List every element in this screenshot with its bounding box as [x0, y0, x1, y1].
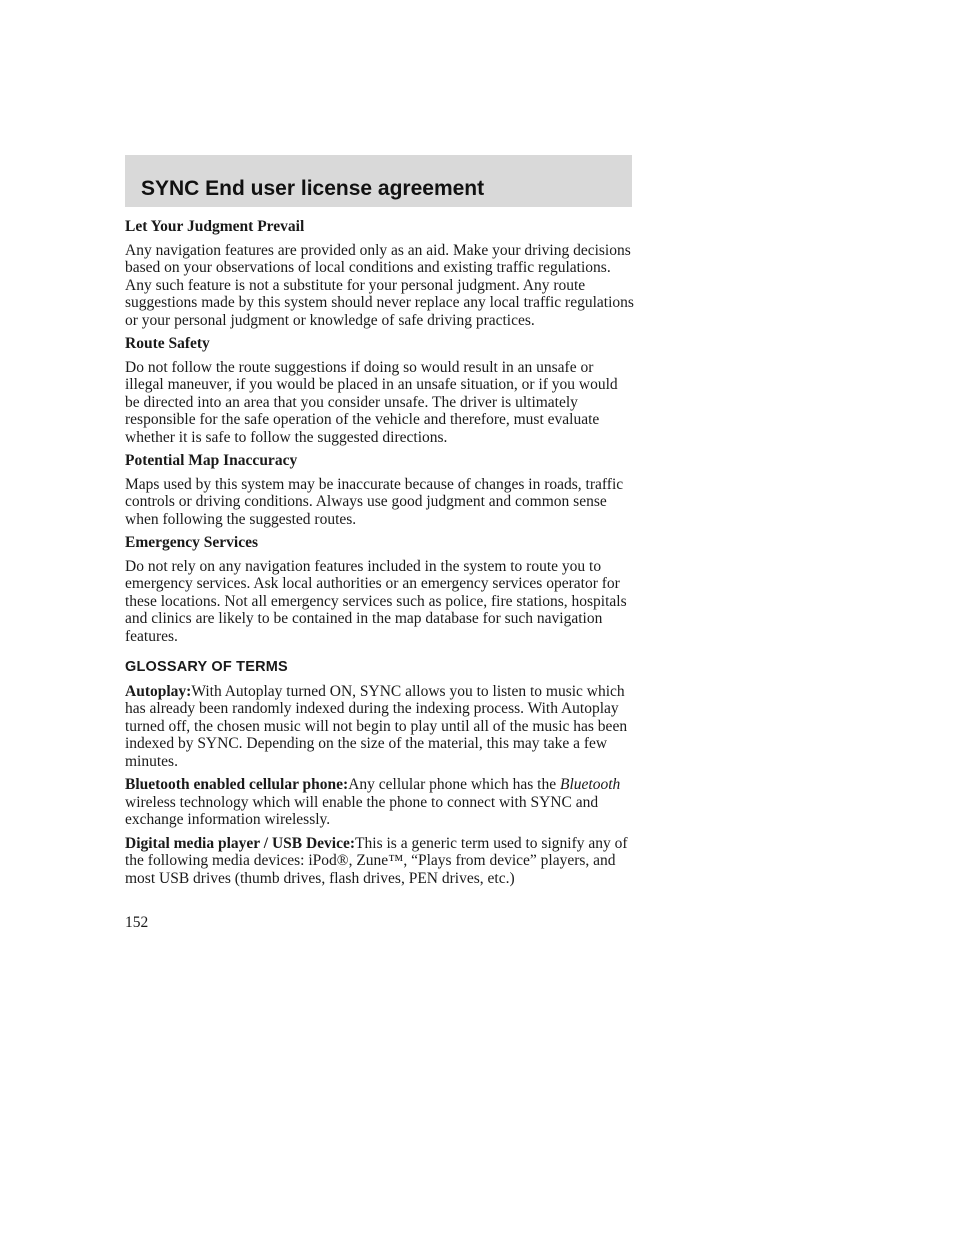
heading-map-inaccuracy: Potential Map Inaccuracy: [125, 452, 298, 469]
page-number: 152: [125, 914, 149, 931]
paragraph-judgment: Any navigation features are provided only as an aid. Make your driving decisions based on your observations of local conditions and existing traffic regulations. Any such feature is not a substitute for your personal judgment. Any route suggestions made by this system should never replace any local traffic regulations or your personal judgment or knowledge of safe driving practices.: [125, 241, 634, 329]
section-header-band: [125, 155, 632, 207]
heading-judgment: Let Your Judgment Prevail: [125, 218, 305, 235]
heading-route-safety: Route Safety: [125, 335, 210, 352]
document-body: [125, 218, 635, 893]
glossary-definition-bluetooth-end: wireless technology which will enable the phone to connect with SYNC and exchange information wirelessly.: [125, 793, 599, 828]
paragraph-map-inaccuracy: Maps used by this system may be inaccurate because of changes in roads, traffic controls or driving conditions. Always use good judgment and common sense when following the suggested routes.: [125, 475, 624, 528]
glossary-definition-bluetooth-start: Any cellular phone which has the: [348, 776, 557, 793]
glossary-term-bluetooth: Bluetooth enabled cellular phone:: [125, 776, 349, 793]
glossary-heading: GLOSSARY OF TERMS: [125, 659, 288, 675]
page-title: SYNC End user license agreement: [141, 177, 485, 200]
glossary-definition-media-player: This is a generic term used to signify any of the following media devices: iPod®, Zune™, “Plays from device” players, and most USB drives (thumb drives, flash drives, PEN drives, etc.): [125, 834, 628, 887]
heading-emergency: Emergency Services: [125, 534, 258, 551]
glossary-term-autoplay: Autoplay:: [125, 682, 192, 700]
paragraph-route-safety: Do not follow the route suggestions if doing so would result in an unsafe or illegal maneuver, if you would be placed in an unsafe situation, or if you would be directed into an area that you consider unsafe. The driver is ultimately responsible for the safe operation of the vehicle and therefore, must evaluate whether it is safe to follow the suggested directions.: [125, 358, 618, 446]
glossary-entry-media-player: [125, 835, 635, 888]
glossary-definition-bluetooth-italic: Bluetooth: [559, 776, 621, 793]
glossary-term-media-player: Digital media player / USB Device:: [125, 834, 356, 852]
glossary-entry-autoplay: [125, 683, 635, 771]
paragraph-emergency: Do not rely on any navigation features included in the system to route you to emergency services. Ask local authorities or an emergency services operator for these locations. Not all emergency services such as police, fire stations, hospitals and clinics are likely to be contained in the map database for such navigation features.: [125, 557, 627, 645]
glossary-entry-bluetooth: [125, 776, 635, 829]
glossary-definition-autoplay: With Autoplay turned ON, SYNC allows you to listen to music which has already been randomly indexed during the indexing process. With Autoplay turned off, the chosen music will not begin to play until all of the music has been indexed by SYNC. Depending on the size of the material, this may take a few minutes.: [125, 682, 628, 770]
